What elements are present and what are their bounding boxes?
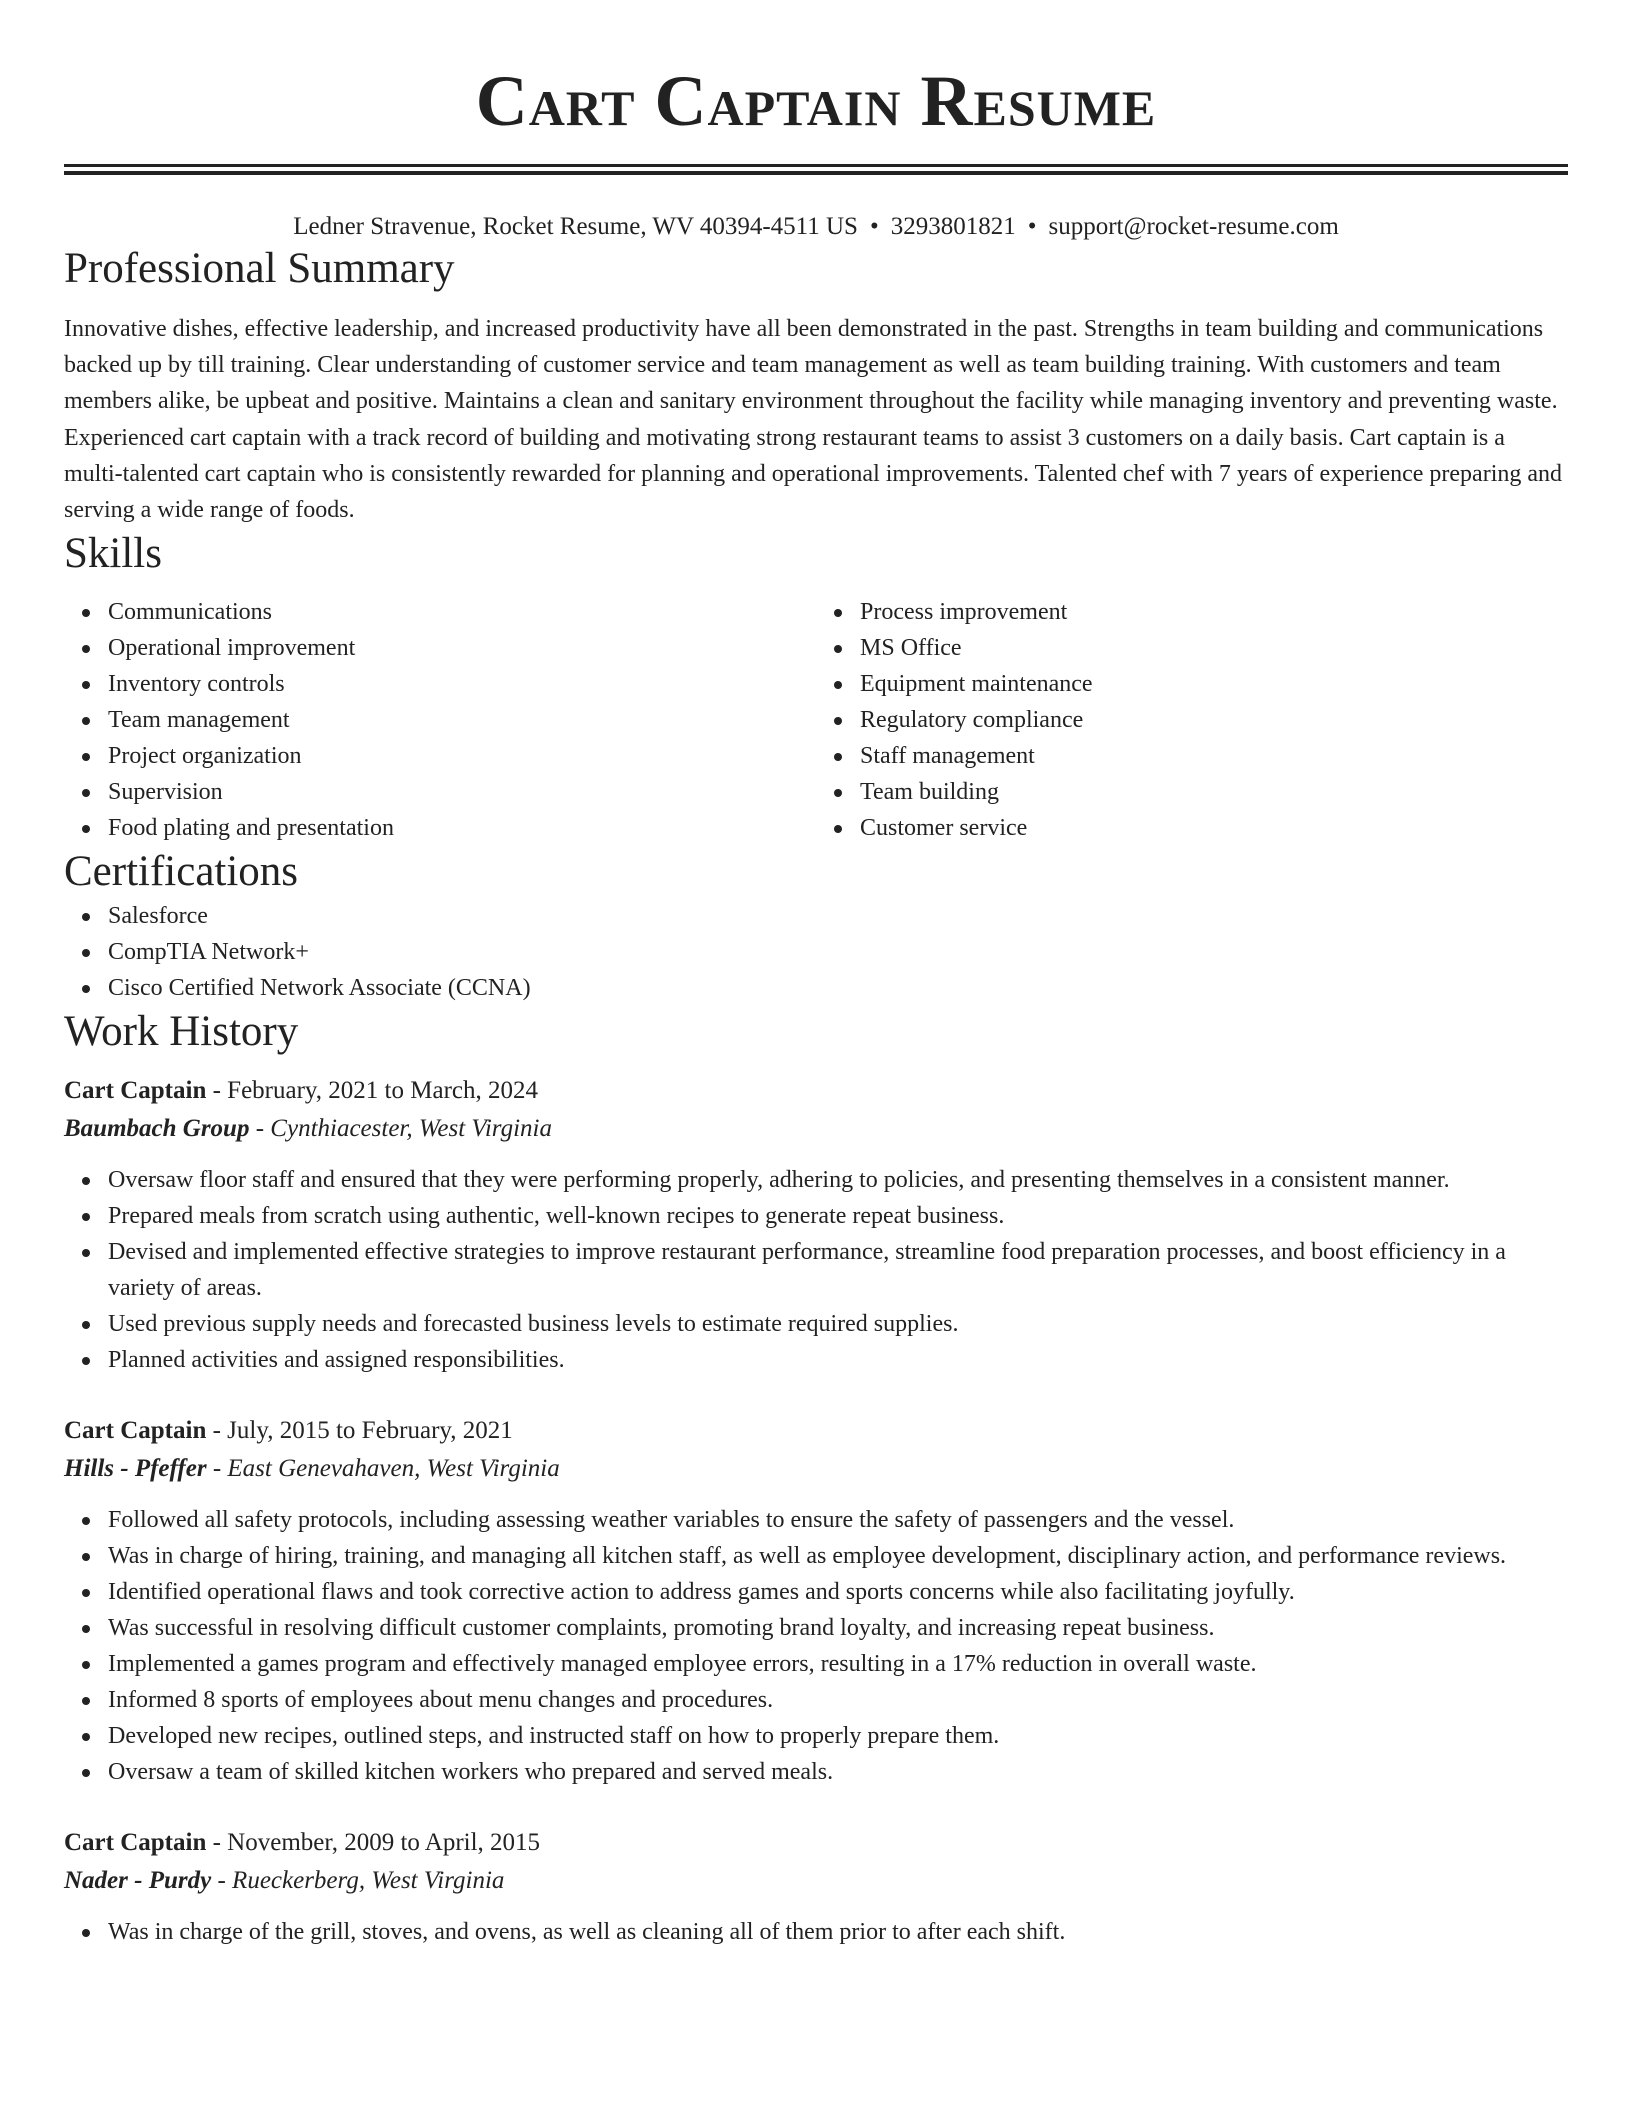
job-bullet: Planned activities and assigned responsibilities.	[108, 1342, 1568, 1378]
job-bullets	[64, 1502, 1568, 1790]
skill-item: Equipment maintenance	[860, 666, 1568, 702]
job-bullet: Implemented a games program and effectively managed employee errors, resulting in a 17% reduction in overall waste.	[108, 1646, 1568, 1682]
skill-item: Team building	[860, 774, 1568, 810]
job-entry	[64, 1072, 1568, 1378]
skill-item: MS Office	[860, 630, 1568, 666]
job-company: Baumbach Group	[64, 1115, 250, 1143]
certifications-heading: Certifications	[64, 848, 299, 896]
job-role: Cart Captain	[64, 1829, 207, 1857]
summary-text: Innovative dishes, effective leadership, and increased productivity have all been demonstrated in the past. Strengths in team building and communications backed up by till training. Clear understanding of customer service and team management as well as team building training. With customers and team members alike, be upbeat and positive. Maintains a clean and sanitary environment throughout the facility while managing inventory and preventing waste. Experienced cart captain with a track record of building and motivating strong restaurant teams to assist 3 customers on a daily basis. Cart captain is a multi-talented cart captain who is consistently rewarded for planning and operational improvements. Talented chef with 7 years of experience preparing and serving a wide range of foods.	[64, 316, 1563, 524]
job-header	[64, 1072, 1568, 1110]
contact-email: support@rocket-resume.com	[1048, 213, 1339, 240]
job-bullets	[64, 1162, 1568, 1378]
job-bullet: Was in charge of hiring, training, and managing all kitchen staff, as well as employee development, disciplinary action, and performance reviews.	[108, 1538, 1568, 1574]
job-role: Cart Captain	[64, 1077, 207, 1105]
skill-item: Team management	[108, 702, 816, 738]
job-header	[64, 1824, 1568, 1862]
contact-separator: •	[869, 213, 879, 240]
title-divider	[64, 164, 1568, 175]
contact-address: Ledner Stravenue, Rocket Resume, WV 40394-4511 US	[293, 213, 858, 240]
certification-item: Cisco Certified Network Associate (CCNA)	[108, 970, 1568, 1006]
job-bullet: Identified operational flaws and took corrective action to address games and sports concerns while also facilitating joyfully.	[108, 1574, 1568, 1610]
job-entry	[64, 1824, 1568, 1950]
job-bullet: Devised and implemented effective strategies to improve restaurant performance, streamline food preparation processes, and boost efficiency in a variety of areas.	[108, 1234, 1568, 1306]
skill-item: Communications	[108, 594, 816, 630]
job-bullet: Was in charge of the grill, stoves, and ovens, as well as cleaning all of them prior to after each shift.	[108, 1914, 1568, 1950]
skills-column-left	[64, 594, 816, 846]
resume-page	[64, 0, 1568, 1950]
job-role: Cart Captain	[64, 1417, 207, 1445]
job-company-line	[64, 1862, 1568, 1900]
job-bullet: Informed 8 sports of employees about menu changes and procedures.	[108, 1682, 1568, 1718]
work-history-heading: Work History	[64, 1008, 299, 1056]
job-bullet: Oversaw floor staff and ensured that they were performing properly, adhering to policies, and presenting themselves in a consistent manner.	[108, 1162, 1568, 1198]
skill-item: Regulatory compliance	[860, 702, 1568, 738]
job-company: Nader - Purdy	[64, 1867, 212, 1895]
certifications-list	[64, 898, 1568, 1006]
skill-item: Food plating and presentation	[108, 810, 816, 846]
certification-item: CompTIA Network+	[108, 934, 1568, 970]
job-dates: - November, 2009 to April, 2015	[206, 1829, 541, 1857]
skill-item: Process improvement	[860, 594, 1568, 630]
job-bullet: Developed new recipes, outlined steps, and instructed staff on how to properly prepare them.	[108, 1718, 1568, 1754]
job-bullet: Oversaw a team of skilled kitchen workers who prepared and served meals.	[108, 1754, 1568, 1790]
skill-item: Supervision	[108, 774, 816, 810]
skill-item: Inventory controls	[108, 666, 816, 702]
job-bullet: Prepared meals from scratch using authentic, well-known recipes to generate repeat business.	[108, 1198, 1568, 1234]
job-bullets	[64, 1914, 1568, 1950]
skills-column-right	[816, 594, 1568, 846]
contact-phone: 3293801821	[890, 213, 1016, 240]
skill-item: Operational improvement	[108, 630, 816, 666]
skills-grid	[64, 594, 1568, 846]
contact-line	[64, 211, 1568, 243]
skill-item: Staff management	[860, 738, 1568, 774]
job-bullet: Was successful in resolving difficult customer complaints, promoting brand loyalty, and increasing repeat business.	[108, 1610, 1568, 1646]
job-bullet: Followed all safety protocols, including assessing weather variables to ensure the safety of passengers and the vessel.	[108, 1502, 1568, 1538]
skill-item: Customer service	[860, 810, 1568, 846]
job-company: Hills - Pfeffer	[64, 1455, 207, 1483]
job-dates: - July, 2015 to February, 2021	[206, 1417, 513, 1445]
skill-item: Project organization	[108, 738, 816, 774]
skills-heading: Skills	[64, 530, 162, 578]
certification-item: Salesforce	[108, 898, 1568, 934]
job-company-line	[64, 1110, 1568, 1148]
contact-separator: •	[1027, 213, 1037, 240]
job-header	[64, 1412, 1568, 1450]
summary-heading: Professional Summary	[64, 245, 455, 292]
job-company-line	[64, 1450, 1568, 1488]
resume-title: Cart Captain Resume	[475, 61, 1157, 141]
job-entry	[64, 1412, 1568, 1790]
job-location: - Rueckerberg, West Virginia	[211, 1867, 505, 1895]
job-location: - Cynthiacester, West Virginia	[249, 1115, 552, 1143]
job-bullet: Used previous supply needs and forecasted business levels to estimate required supplies.	[108, 1306, 1568, 1342]
job-dates: - February, 2021 to March, 2024	[206, 1077, 538, 1105]
job-location: - East Genevahaven, West Virginia	[206, 1455, 560, 1483]
